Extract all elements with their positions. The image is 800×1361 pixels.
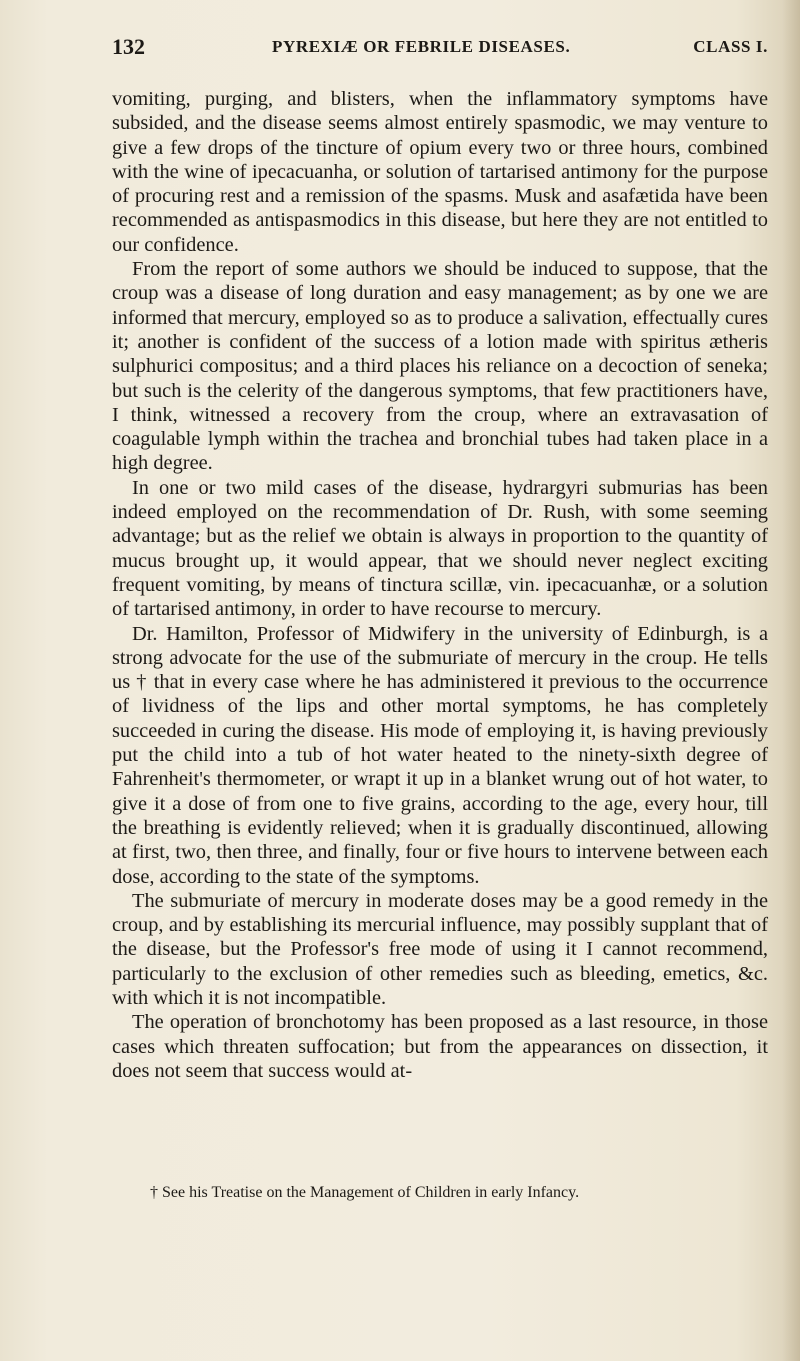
body-text	[112, 87, 768, 1083]
paragraph: vomiting, purging, and blisters, when the inflammatory symptoms have subsided, and the disease seems almost entirely spasmodic, we may venture to give a few drops of the tincture of opium every two or three hours, combined with the wine of ipecacuanha, or solution of tartarised antimony for the purpose of procuring rest and a remission of the spasms. Musk and asafætida have been recommended as antispasmodics in this disease, but here they are not entitled to our confidence.	[112, 88, 768, 256]
running-head	[112, 34, 768, 64]
paragraph: Dr. Hamilton, Professor of Midwifery in the university of Edinburgh, is a strong advocate for the use of the submuriate of mercury in the croup. He tells us † that in every case where he has administered it previous to the occurrence of lividness of the lips and other mortal symptoms, he has completely succeeded in curing the disease. His mode of employing it, is having previously put the child into a tub of hot water heated to the ninety-sixth degree of Fahrenheit's thermometer, or wrapt it up in a blanket wrung out of hot water, to give it a dose of from one to five grains, according to the age, every hour, till the breathing is evidently relieved; when it is gradually discontinued, allowing at first, two, then three, and finally, four or five hours to intervene between each dose, according to the state of the symptoms.	[112, 622, 768, 888]
page-edge-shadow	[782, 0, 800, 1361]
page-number: 132	[112, 34, 145, 59]
paragraph: The operation of bronchotomy has been proposed as a last resource, in those cases which threaten suffocation; but from the appearances on dissection, it does not seem that success would at-	[112, 1011, 768, 1082]
paragraph: In one or two mild cases of the disease, hydrargyri submurias has been indeed employed on the recommendation of Dr. Rush, with some seeming advantage; but as the relief we obtain is always in proportion to the quantity of mucus brought up, it would appear, that we should never neglect exciting frequent vomiting, by means of tinctura scillæ, vin. ipecacuanhæ, or a solution of tartarised antimony, in order to have recourse to mercury.	[112, 476, 768, 621]
class-label: CLASS I.	[693, 37, 768, 56]
paragraph: The submuriate of mercury in moderate doses may be a good remedy in the croup, and by establishing its mercurial influence, may possibly supplant that of the disease, but the Professor's free mode of using it I cannot recommend, particularly to the exclusion of other remedies such as bleeding, emetics, &c. with which it is not incompatible.	[112, 889, 768, 1009]
running-title: PYREXIÆ OR FEBRILE DISEASES.	[272, 37, 571, 56]
footnote: † See his Treatise on the Management of Children in early Infancy.	[150, 1184, 580, 1201]
paragraph: From the report of some authors we should be induced to suppose, that the croup was a disease of long duration and easy management; as by one we are informed that mercury, employed so as to produce a salivation, effectually cures it; another is confident of the success of a lotion made with spiritus ætheris sulphurici compositus; and a third places his reliance on a decoction of seneka; but such is the celerity of the dangerous symptoms, that few practitioners have, I think, witnessed a recovery from the croup, where an extravasation of coagulable lymph within the trachea and bronchial tubes had taken place in a high degree.	[112, 258, 768, 475]
